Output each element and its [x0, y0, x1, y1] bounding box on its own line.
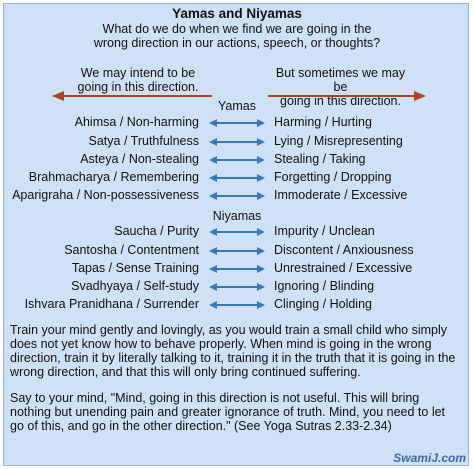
- paragraph-line: Say to your mind, "Mind, going in this direction is not useful. This will bring: [10, 391, 420, 405]
- right-heading-line: But sometimes we may be: [275, 66, 406, 94]
- brand-watermark: SwamiJ.com: [393, 451, 466, 465]
- niyama-virtue: Ishvara Pranidhana / Surrender: [24, 297, 199, 311]
- yamas-label: Yamas: [218, 99, 256, 113]
- niyamas-label: Niyamas: [212, 209, 262, 223]
- yama-virtue: Satya / Truthfulness: [88, 134, 199, 148]
- left-heading-line: going in this direction.: [77, 80, 199, 94]
- paragraph-line: does not yet know how to behave properly. When mind is going in the wrong: [10, 337, 432, 351]
- double-arrow-icon: [209, 282, 265, 292]
- niyama-opposite: Clinging / Holding: [274, 297, 372, 311]
- diagram-subtitle: [0, 22, 474, 50]
- double-arrow-icon: [209, 155, 265, 165]
- double-arrow-icon: [209, 173, 265, 183]
- double-arrow-icon: [209, 300, 265, 310]
- double-arrow-icon: [209, 191, 265, 201]
- niyama-opposite: Impurity / Unclean: [274, 224, 375, 238]
- subtitle-line: What do we do when we find we are going in the: [102, 22, 372, 36]
- yama-opposite: Immoderate / Excessive: [274, 188, 408, 202]
- niyama-opposite: Unrestrained / Excessive: [274, 261, 413, 275]
- paragraph-line: wrong direction, and that this will only bring continued suffering.: [10, 365, 361, 379]
- yama-opposite: Harming / Hurting: [274, 115, 372, 129]
- yama-virtue: Brahmacharya / Remembering: [28, 170, 199, 184]
- double-arrow-icon: [209, 264, 265, 274]
- double-arrow-icon: [209, 227, 265, 237]
- niyama-opposite: Ignoring / Blinding: [274, 279, 375, 293]
- yama-opposite: Forgetting / Dropping: [274, 170, 392, 184]
- niyama-virtue: Santosha / Contentment: [64, 243, 199, 257]
- niyama-virtue: Saucha / Purity: [114, 224, 199, 238]
- left-arrow-icon: [52, 90, 212, 102]
- double-arrow-icon: [209, 118, 265, 128]
- niyama-virtue: Tapas / Sense Training: [71, 261, 199, 275]
- double-arrow-icon: [209, 246, 265, 256]
- subtitle-line: wrong direction in our actions, speech, or thoughts?: [93, 36, 381, 50]
- paragraph-say-to-mind: [10, 391, 466, 433]
- yama-virtue: Asteya / Non-stealing: [80, 152, 199, 166]
- paragraph-line: Train your mind gently and lovingly, as you would train a small child who simply: [10, 323, 447, 337]
- niyama-virtue: Svadhyaya / Self-study: [71, 279, 199, 293]
- paragraph-line: go of this, and go in the other direction." (See Yoga Sutras 2.33-2.34): [10, 419, 392, 433]
- yama-virtue: Ahimsa / Non-harming: [74, 115, 199, 129]
- left-heading-line: We may intend to be: [80, 66, 196, 80]
- diagram-title: Yamas and Niyamas: [172, 6, 302, 21]
- right-arrow-icon: [268, 90, 426, 102]
- paragraph-line: direction, train it by literally talking to it, training it in the truth that it is going in the: [10, 351, 456, 365]
- yama-opposite: Stealing / Taking: [274, 152, 366, 166]
- right-heading-line: going in this direction.: [280, 94, 401, 108]
- yama-virtue: Aparigraha / Non-possessiveness: [12, 188, 199, 202]
- double-arrow-icon: [209, 137, 265, 147]
- paragraph-train-mind: [10, 323, 466, 379]
- paragraph-line: nothing but unending pain and greater ignorance of truth. Mind, you need to let: [10, 405, 446, 419]
- yama-opposite: Lying / Misrepresenting: [274, 134, 403, 148]
- niyama-opposite: Discontent / Anxiousness: [274, 243, 414, 257]
